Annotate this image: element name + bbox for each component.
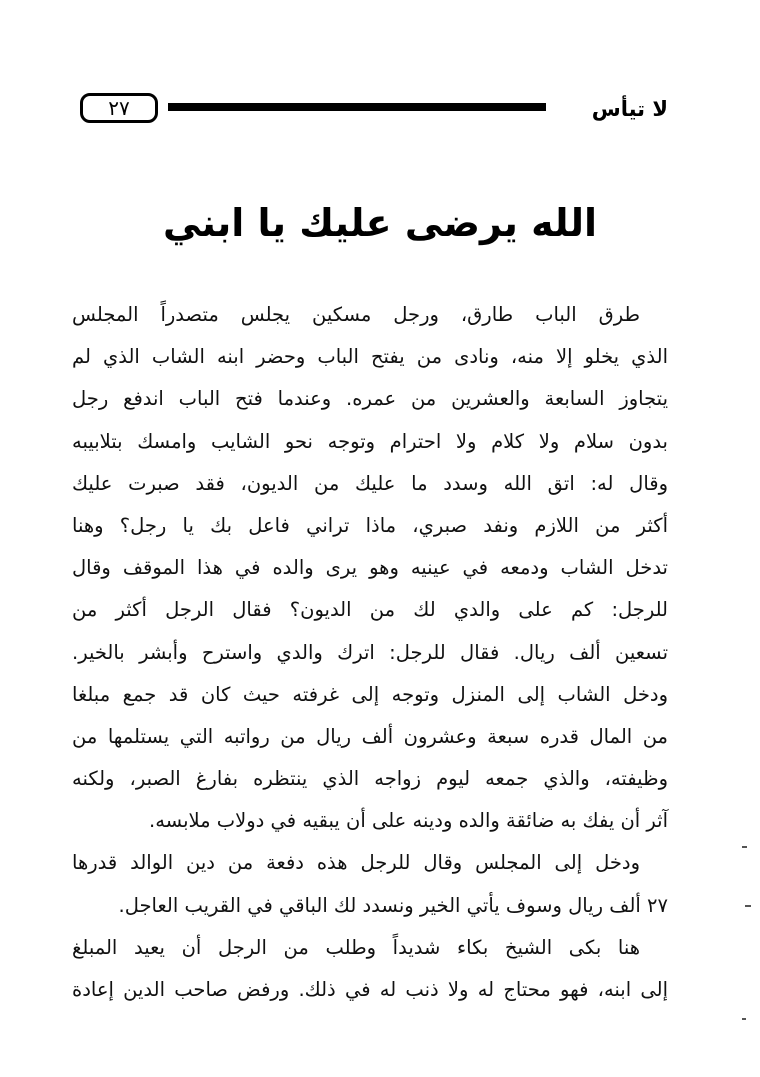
scan-speck <box>745 905 751 907</box>
text-line: للرجل: كم على والدي لك من الديون؟ فقال الرجل أكثر من <box>72 598 668 622</box>
header-rule <box>168 103 546 111</box>
text-line: الذي يخلو إلا منه، ونادى من يفتح الباب وحضر ابنه الشاب الذي لم <box>72 345 668 369</box>
text-line: تسعين ألف ريال. فقال للرجل: اترك والدي واسترح وأبشر بالخير. <box>72 640 668 664</box>
text-line: وظيفته، والذي جمعه ليوم زواجه الذي ينتظره بفارغ الصبر، ولكنه <box>72 767 668 791</box>
scan-speck <box>742 846 747 848</box>
text-line: ودخل إلى المجلس وقال للرجل هذه دفعة من دين الوالد قدرها <box>72 851 640 875</box>
text-line: بدون سلام ولا كلام ولا احترام وتوجه نحو الشايب وامسك بتلابيبه <box>72 429 668 453</box>
text-line: آثر أن يفك به ضائقة والده ودينه على أن يبقيه في دولاب ملابسه. <box>149 809 668 833</box>
text-line: أكثر من اللازم ونفد صبري، ماذا تراني فاعل بك يا رجل؟ وهنا <box>72 513 668 537</box>
text-line: ودخل الشاب إلى المنزل وتوجه إلى غرفته حيث كان قد جمع مبلغا <box>72 682 668 706</box>
text-line: هنا بكى الشيخ بكاء شديداً وطلب من الرجل أن يعيد المبلغ <box>72 935 640 959</box>
page-number: ٢٧ <box>108 96 130 120</box>
running-header-book-title: لا تيأس <box>591 97 668 121</box>
text-line: تدخل الشاب ودمعه في عينيه وهو يرى والده في هذا الموقف وقال <box>72 556 668 580</box>
body-text <box>72 294 668 1011</box>
text-line: طرق الباب طارق، ورجل مسكين يجلس متصدراً المجلس <box>72 303 640 326</box>
scan-speck <box>742 1018 746 1020</box>
text-line: من المال قدره سبعة وعشرون ألف ريال من رواتبه التي يستلمها من <box>72 724 668 748</box>
text-line: يتجاوز السابعة والعشرين من عمره. وعندما فتح الباب اندفع رجل <box>72 387 668 411</box>
text-line: ٢٧ ألف ريال وسوف يأتي الخير ونسدد لك الباقي في القريب العاجل. <box>118 893 668 917</box>
text-line: إلى ابنه، فهو محتاج له ولا ذنب له في ذلك. ورفض صاحب الدين إعادة <box>72 978 668 1001</box>
text-line: وقال له: اتق الله وسدد ما عليك من الديون، فقد صبرت عليك <box>72 471 668 495</box>
chapter-title: الله يرضى عليك يا ابني <box>163 201 597 245</box>
